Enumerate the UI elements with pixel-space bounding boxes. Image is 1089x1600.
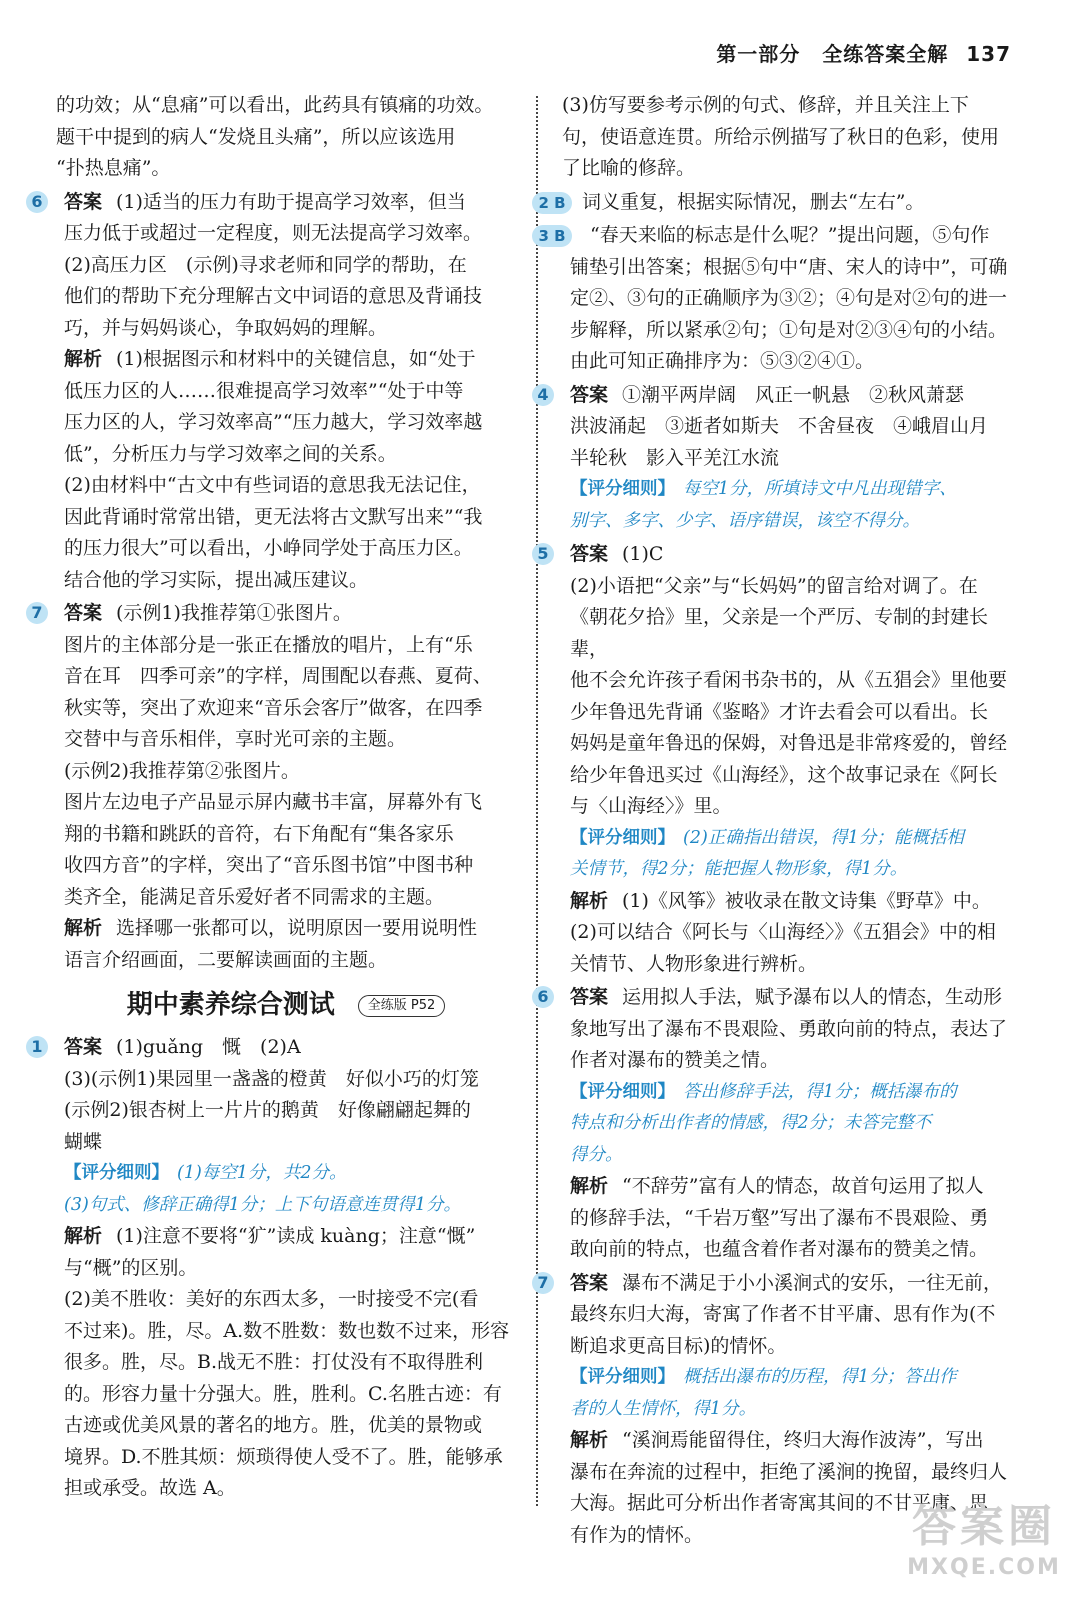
column-divider	[536, 96, 538, 1506]
answer-line: 翔的书籍和跳跃的音符，右下角配有“集各家乐	[64, 822, 454, 845]
criteria-line: 答出修辞手法，得1分；概括瀑布的	[683, 1081, 957, 1102]
answer-line: (3)(示例1)果园里一盏盏的橙黄 好似小巧的灯笼	[64, 1067, 479, 1090]
criteria-line: 别字、多字、少字、语序错误，该空不得分。	[570, 510, 920, 531]
answer-text: 词义重复，根据实际情况，删去“左右”。	[582, 190, 925, 213]
answer-line: 秋实等，突出了欢迎来“音乐会客厅”做客，在四季	[64, 696, 483, 719]
answer-line: 收四方音”的字样，突出了“音乐图书馆”中图书种	[64, 854, 474, 876]
answer-line: 音在耳 四季可亲”的字样，周围配以春燕、夏荷、	[64, 665, 492, 687]
question-s1	[31, 1032, 516, 1505]
explanation-line	[64, 344, 516, 376]
answer-line	[570, 539, 1022, 571]
explanation-line: (2)由材料中“古文中有些词语的意思我无法记住，	[64, 474, 481, 496]
answer-line	[570, 380, 1022, 412]
explanation-block	[56, 913, 516, 976]
answer-line: 图片左边电子产品显示屏内藏书丰富，屏幕外有飞	[64, 791, 483, 813]
text-line: (3)仿写要参考示例的句式、修辞，并且关注上下	[562, 94, 969, 116]
question-s2	[538, 187, 1022, 219]
answer-line: 妈妈是童年鲁迅的保姆，对鲁迅是非常疼爱的，曾经	[570, 732, 1008, 754]
section-label: 答案	[570, 1271, 609, 1294]
question-s4	[537, 380, 1022, 538]
scoring-criteria	[562, 823, 1022, 886]
scoring-criteria	[56, 1158, 516, 1221]
section-label: 答案	[64, 602, 103, 624]
explanation-line	[570, 1425, 1022, 1457]
header-title: 全练答案全解	[822, 42, 949, 66]
answer-line: (示例2)银杏树上一片片的鹅黄 好像翩翩起舞的	[64, 1099, 471, 1121]
criteria-line: 特点和分析出作者的情感，得2分；未答完整不	[570, 1113, 932, 1133]
explanation-line: 语言介绍画面，二要解读画面的主题。	[64, 948, 388, 971]
explanation-block	[56, 344, 516, 596]
question-number-badge: 5	[532, 543, 554, 565]
criteria-line	[570, 1077, 1022, 1109]
section-label: 解析	[64, 348, 103, 370]
right-intro	[562, 90, 1022, 185]
text-line: 了比喻的修辞。	[562, 157, 696, 179]
explanation-line: (1)根据图示和材料中的关键信息，如“处于	[116, 348, 476, 370]
question-number-badge: 6	[26, 191, 48, 213]
explanation-line: 压力区的人，学习效率高”“压力越大，学习效率越	[64, 411, 483, 433]
section-label: 答案	[64, 190, 103, 213]
answer-block	[56, 187, 516, 345]
answer-line: (2)高压力区 (示例)寻求老师和同学的帮助，在	[64, 253, 467, 276]
criteria-line	[64, 1158, 516, 1190]
answer-line: 象地写出了瀑布不畏艰险、勇敢向前的特点，表达了	[570, 1017, 1008, 1040]
answer-line: 少年鲁迅先背诵《鉴略》才许去看会可以看出。长	[570, 700, 989, 723]
answer-line: (2)小语把“父亲”与“长妈妈”的留言给对调了。在	[570, 574, 978, 597]
answer-line: 半轮秋 影入平羌江水流	[570, 446, 780, 469]
answer-line	[64, 187, 516, 219]
page-header	[716, 38, 1011, 67]
question-7	[31, 598, 516, 976]
section-title-text: 期中素养综合测试	[126, 990, 335, 1020]
criteria-line	[570, 823, 1022, 855]
criteria-line: (2)正确指出错误，得1分；能概括相	[683, 827, 964, 848]
answer-line: 瀑布不满足于小小溪涧式的安乐，一往无前，	[622, 1271, 1003, 1294]
criteria-tag: 【评分细则】	[64, 1163, 169, 1183]
explanation-line: 大海。据此可分析出作者寄寓其间的不甘平庸、思	[570, 1492, 989, 1514]
explanation-line: 很多。胜，尽。B.战无不胜：打仗没有不取得胜利	[64, 1351, 484, 1373]
explanation-line: 选择哪一张都可以，说明原因一要用说明性	[116, 917, 478, 939]
answer-line: 压力低于或超过一定程度，则无法提高学习效率。	[64, 222, 483, 244]
scoring-criteria	[562, 1077, 1022, 1172]
answer-line: 与〈山海经〉》里。	[570, 795, 732, 817]
answer-line: 步解释，所以紧承②句；①句是对②③④句的小结。	[570, 318, 1008, 341]
answer-line: 他们的帮助下充分理解古文中词语的意思及背诵技	[64, 285, 483, 307]
explanation-block	[562, 1171, 1022, 1266]
question-s5	[537, 539, 1022, 980]
watermark-logo	[899, 1500, 1069, 1590]
criteria-line	[570, 474, 1022, 506]
explanation-line: 关情节、人物形象进行辨析。	[570, 952, 818, 975]
question-number-badge: 1	[26, 1036, 48, 1058]
explanation-line: 低”，分析压力与学习效率之间的关系。	[64, 442, 397, 465]
section-label: 解析	[64, 1225, 103, 1247]
explanation-line: 的。形容力量十分强大。胜，胜利。C.名胜古迹：有	[64, 1382, 502, 1405]
answer-line: 蝴蝶	[64, 1130, 103, 1153]
question-number-badge: 4	[532, 384, 554, 406]
criteria-line: 得分。	[570, 1144, 623, 1165]
answer-line: (示例2)我推荐第②张图片。	[64, 759, 300, 782]
answer-line: 图片的主体部分是一张正在播放的唱片，上有“乐	[64, 633, 473, 656]
explanation-line: (2)可以结合《阿长与〈山海经〉》《五猖会》中的相	[570, 921, 996, 943]
criteria-line: (1)每空1分，共2分。	[177, 1163, 347, 1183]
explanation-line: (1)注意不要将“犷”读成 kuàng；注意“慨”	[116, 1225, 476, 1247]
criteria-tag: 【评分细则】	[570, 479, 675, 499]
scoring-criteria	[562, 474, 1022, 537]
criteria-line: 关情节，得2分；能把握人物形象，得1分。	[570, 859, 908, 879]
section-label: 解析	[570, 1429, 609, 1451]
answer-line: (1)guǎng 慨 (2)A	[116, 1036, 301, 1058]
explanation-line	[570, 1171, 1022, 1203]
question-number-badge: 6	[532, 986, 554, 1008]
criteria-tag: 【评分细则】	[570, 827, 675, 848]
answer-block	[562, 1268, 1022, 1363]
answer-block	[56, 598, 516, 913]
explanation-line: “不辞劳”富有人的情态，故首句运用了拟人	[622, 1175, 984, 1197]
explanation-line: (2)美不胜收：美好的东西太多，一时接受不完(看	[64, 1288, 479, 1310]
explanation-line: 因此背诵时常常出错，更无法将古文默写出来”“我	[64, 505, 483, 528]
text-line: 题干中提到的病人“发烧且头痛”，所以应该选用	[56, 125, 456, 148]
explanation-line: 古迹或优美风景的著名的地方。胜，优美的景物或	[64, 1414, 483, 1436]
explanation-line: “溪涧焉能留得住，终归大海作波涛”，写出	[622, 1429, 984, 1451]
answer-block	[56, 1032, 516, 1158]
section-label: 解析	[570, 889, 609, 912]
criteria-line: 者的人生情怀，得1分。	[570, 1398, 757, 1419]
answer-line: (示例1)我推荐第①张图片。	[116, 602, 352, 624]
text-line: 的功效；从“息痛”可以看出，此药具有镇痛的功效。	[56, 94, 494, 116]
answer-line	[64, 1032, 516, 1064]
left-column	[31, 90, 516, 1507]
section-ref-badge: 全练版 P52	[358, 995, 446, 1017]
answer-line	[64, 598, 516, 630]
section-label: 解析	[64, 917, 103, 939]
section-label: 解析	[570, 1175, 609, 1197]
answer-line: 洪波涌起 ③逝者如斯夫 不舍昼夜 ④峨眉山月	[570, 415, 989, 437]
explanation-block	[562, 886, 1022, 981]
answer-block	[562, 982, 1022, 1077]
explanation-line: 与“概”的区别。	[64, 1256, 198, 1279]
explanation-line: (1)《风筝》被收录在散文诗集《野草》中。	[622, 889, 991, 912]
scoring-criteria	[562, 1362, 1022, 1425]
explanation-block	[56, 1221, 516, 1505]
explanation-line: 低压力区的人……很难提高学习效率”“处于中等	[64, 379, 464, 402]
answer-line: 由此可知正确排序为：⑤③②④①。	[570, 350, 875, 372]
left-intro	[56, 90, 516, 185]
answer-line: 运用拟人手法，赋予瀑布以人的情态，生动形	[622, 986, 1003, 1008]
explanation-line: 的修辞手法，“千岩万壑”写出了瀑布不畏艰险、勇	[570, 1206, 989, 1229]
explanation-line: 不过来)。胜，尽。A.数不胜数：数也数不过来，形容	[64, 1319, 510, 1342]
answer-line: 给少年鲁迅买过《山海经》，这个故事记录在《阿长	[570, 763, 998, 786]
question-number-badge: 2 B	[532, 192, 572, 214]
answer-block	[562, 220, 1022, 378]
answer-line: 铺垫引出答案；根据⑤句中“唐、宋人的诗中”，可确	[570, 255, 1008, 278]
watermark-url: MXQE.COM	[907, 1555, 1061, 1580]
criteria-tag: 【评分细则】	[570, 1367, 675, 1387]
explanation-line	[64, 913, 516, 945]
answer-line: (1)C	[622, 543, 664, 565]
explanation-line: 的压力很大”可以看出，小峥同学处于高压力区。	[64, 537, 473, 559]
explanation-line: 境界。D.不胜其烦：烦琐得使人受不了。胜，能够承	[64, 1445, 503, 1468]
question-s3	[538, 220, 1022, 378]
answer-line: 断追求更高目标)的情怀。	[570, 1334, 787, 1357]
criteria-line	[570, 1362, 1022, 1394]
section-label: 答案	[570, 383, 609, 406]
header-section: 第一部分	[716, 42, 801, 66]
answer-line: 类齐全，能满足音乐爱好者不同需求的主题。	[64, 885, 445, 908]
explanation-line: 有作为的情怀。	[570, 1523, 704, 1546]
page-number: 137	[966, 42, 1011, 66]
explanation-line	[64, 1221, 516, 1253]
criteria-line: (3)句式、修辞正确得1分；上下句语意连贯得1分。	[64, 1194, 462, 1215]
question-6	[31, 187, 516, 597]
answer-line	[570, 982, 1022, 1014]
section-label: 答案	[64, 1036, 103, 1058]
explanation-line: 结合他的学习实际，提出减压建议。	[64, 568, 369, 591]
text-line: 句，使语意连贯。所给示例描写了秋日的色彩，使用	[562, 125, 1000, 148]
text-line: “扑热息痛”。	[56, 157, 171, 179]
answer-line: 他不会允许孩子看闲书杂书的，从《五猖会》里他要	[570, 669, 1008, 691]
explanation-line: 瀑布在奔流的过程中，拒绝了溪涧的挽留，最终归人	[570, 1460, 1008, 1483]
question-s6	[537, 982, 1022, 1266]
section-label: 答案	[570, 543, 609, 565]
section-title	[56, 986, 516, 1024]
answer-line: 作者对瀑布的赞美之情。	[570, 1049, 780, 1071]
criteria-line: 每空1分，所填诗文中凡出现错字、	[683, 479, 957, 499]
answer-line	[570, 1268, 1022, 1300]
answer-line: 《朝花夕拾》里，父亲是一个严厉、专制的封建长辈，	[570, 606, 989, 660]
criteria-line: 概括出瀑布的历程，得1分；答出作	[683, 1367, 957, 1387]
answer-line: “春天来临的标志是什么呢？”提出问题，⑤句作	[590, 224, 990, 246]
watermark-text: 答案圈	[912, 1501, 1056, 1552]
explanation-line: 敢向前的特点，也蕴含着作者对瀑布的赞美之情。	[570, 1238, 989, 1260]
answer-line: 最终东归大海，寄寓了作者不甘平庸、思有作为(不	[570, 1303, 996, 1325]
question-number-badge: 7	[26, 602, 48, 624]
criteria-tag: 【评分细则】	[570, 1081, 675, 1102]
explanation-line	[570, 886, 1022, 918]
section-label: 答案	[570, 986, 609, 1008]
question-number-badge: 3 B	[532, 225, 572, 247]
answer-line: 定②、③句的正确顺序为③②；④句是对②句的进一	[570, 287, 1008, 309]
answer-line: ①潮平两岸阔 风正一帆悬 ②秋风萧瑟	[622, 383, 965, 406]
answer-line: (1)适当的压力有助于提高学习效率，但当	[116, 190, 466, 213]
right-column	[537, 90, 1022, 1553]
question-number-badge: 7	[532, 1272, 554, 1294]
explanation-line: 担或承受。故选 A。	[64, 1477, 236, 1499]
answer-line: 巧，并与妈妈谈心，争取妈妈的理解。	[64, 316, 388, 339]
answer-line: 交替中与音乐相伴，享时光可亲的主题。	[64, 728, 407, 750]
answer-block	[562, 380, 1022, 475]
answer-block	[562, 539, 1022, 823]
